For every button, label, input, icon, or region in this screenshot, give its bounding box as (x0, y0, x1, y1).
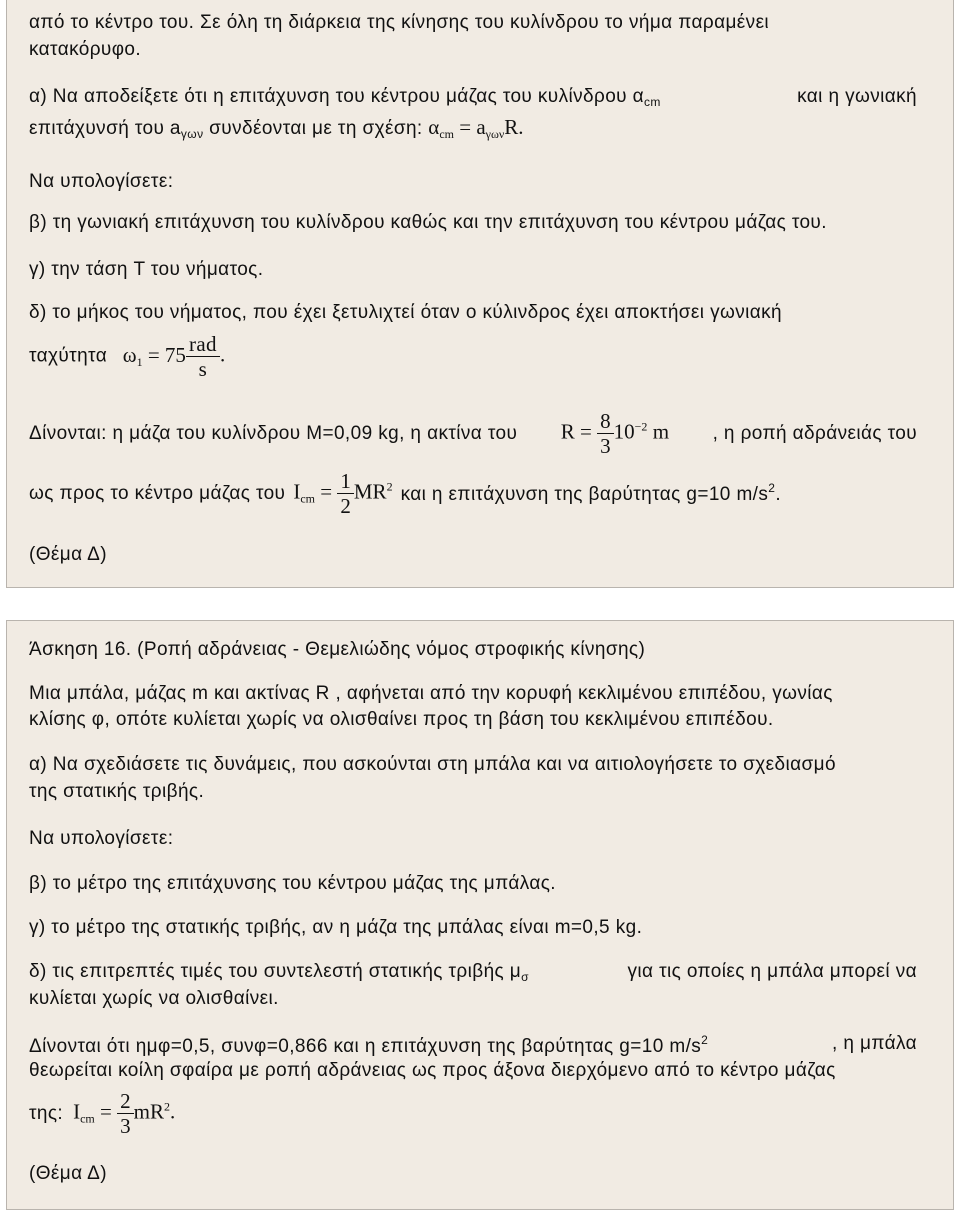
question-b: β) τη γωνιακή επιτάχυνση του κυλίνδρου καθώς και την επιτάχυνση του κέντρου μάζας του. (29, 212, 827, 233)
given-line-1: Δίνονται: η μάζα του κυλίνδρου M=0,09 kg, η ακτίνα του R = $\frac{8}{3}$ $10^{-2}$ m , η ροπή αδράνειάς του (29, 409, 917, 458)
text-line: από το κέντρο του. Σε όλη τη διάρκεια της κίνησης του κυλίνδρου το νήμα παραμένει (29, 12, 770, 33)
exercise-15-box (6, 0, 954, 588)
question-b: β) το μέτρο της επιτάχυνσης του κέντρου μάζας της μπάλας. (29, 873, 556, 894)
exercise-title: Άσκηση 16. (Ροπή αδράνειας - Θεμελιώδης νόμος στροφικής κίνησης) (29, 639, 646, 660)
text-line: Μια μπάλα, μάζας m και ακτίνας R , αφήνεται από την κορυφή κεκλιμένου επιπέδου, γωνίας (29, 683, 833, 704)
topic-label: (Θέμα Δ) (29, 544, 107, 565)
given-line-2: ως προς το κέντρο μάζας του $I_{cm}$ = $\frac{1}{2}$ $MR^2$ και η επιτάχυνση της βαρύτητας g=10 $m/s^2$. (29, 469, 782, 518)
question-d-line-2: κυλίεται χωρίς να ολισθαίνει. (29, 988, 279, 1009)
given-line-2: θεωρείται κοίλη σφαίρα με ροπή αδράνειας ως προς άξονα διερχόμενο από το κέντρο μάζας (29, 1060, 836, 1081)
question-c: γ) το μέτρο της στατικής τριβής, αν η μάζα της μπάλας είναι m=0,5 kg. (29, 917, 643, 938)
given-line-3: της: $I_{cm}$ = $\frac{2}{3}$ $mR^2$. (29, 1089, 176, 1138)
radius-formula: R = $\frac{8}{3}$ $10^{-2}$ m (560, 409, 670, 458)
question-a-line-2: επιτάχυνσή του $a_{\gamma\omega\nu}$ συνδέονται με τη σχέση: $\alpha_{cm} = a_{\gamma\omega\nu}R$. (29, 115, 524, 141)
text-line: κατακόρυφο. (29, 39, 142, 60)
question-a-line-2: της στατικής τριβής. (29, 781, 205, 802)
inertia-formula: $I_{cm}$ = $\frac{2}{3}$ $mR^2$. (73, 1089, 176, 1138)
calculate-heading: Να υπολογίσετε: (29, 171, 174, 192)
calculate-heading: Να υπολογίσετε: (29, 828, 174, 849)
question-d-line-1: δ) το μήκος του νήματος, που έχει ξετυλιχτεί όταν ο κύλινδρος έχει αποκτήσει γωνιακή (29, 302, 782, 323)
inertia-formula: $I_{cm}$ = $\frac{1}{2}$ $MR^2$ (293, 469, 393, 518)
question-c: γ) την τάση T του νήματος. (29, 259, 264, 280)
exercise-16-box (6, 620, 954, 1210)
given-line-1: Δίνονται ότι ημφ=0,5, συνφ=0,866 και η επιτάχυνση της βαρύτητας g=10 $m/s^2$ , η μπάλα (29, 1033, 917, 1057)
rad-per-s-fraction: $\frac{\text{rad}}{s}$ (186, 332, 220, 381)
question-a-line-1: α) Να αποδείξετε ότι η επιτάχυνση του κέντρου μάζας του κυλίνδρου $\alpha_{cm}$ και η γωνιακή (29, 86, 917, 109)
relation-formula: $\alpha_{cm} = a_{\gamma\omega\nu}R$. (428, 115, 524, 141)
text-line: κλίσης φ, οπότε κυλίεται χωρίς να ολισθαίνει προς τη βάση του κεκλιμένου επιπέδου. (29, 709, 774, 730)
question-d-line-1: δ) τις επιτρεπτές τιμές του συντελεστή στατικής τριβής $\mu_\sigma$ για τις οποίες η μπάλα μπορεί να (29, 961, 917, 984)
topic-label: (Θέμα Δ) (29, 1163, 107, 1184)
question-a-line-1: α) Να σχεδιάσετε τις δυνάμεις, που ασκούνται στη μπάλα και να αιτιολογήσετε το σχεδιασμό (29, 754, 836, 775)
question-d-line-2: ταχύτητα $\omega_1 = 75$ $\frac{\text{rad}}{s}$ . (29, 332, 226, 381)
